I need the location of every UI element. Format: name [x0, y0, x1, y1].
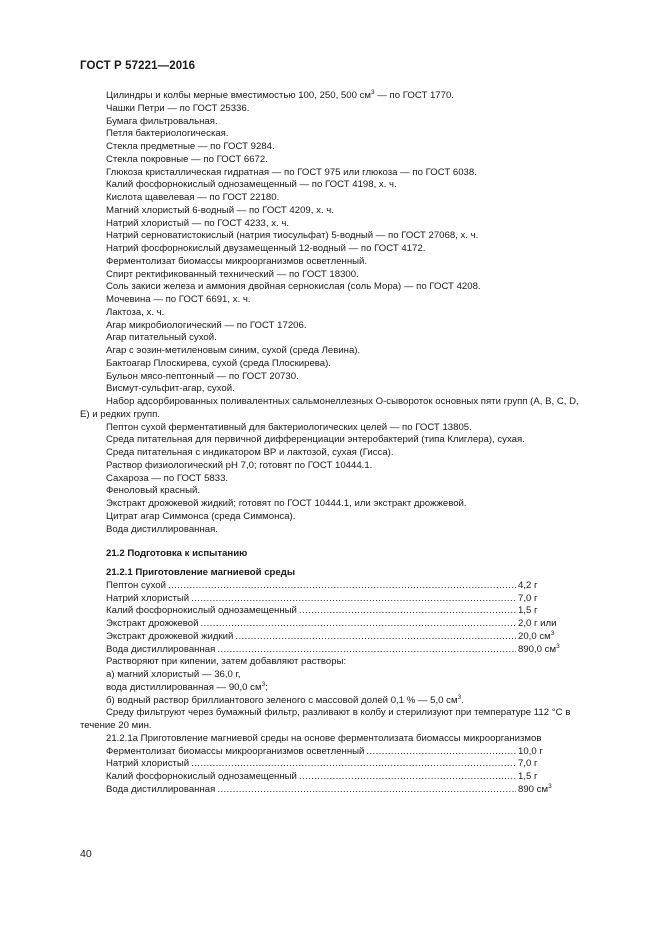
equipment-item: Бумага фильтровальная. [106, 115, 218, 127]
equipment-item: Стекла предметные — по ГОСТ 9284. [106, 141, 275, 152]
ingredient-row [80, 593, 580, 606]
document-header: ГОСТ Р 57221—2016 [80, 60, 196, 72]
equipment-item: Цилиндры и колбы мерные вместимостью 100, 250, 500 $см^3$ — по ГОСТ 1770. [106, 88, 454, 101]
equipment-item: Среда питательная с индикатором ВР и лактозой, сухая (Гисса). [106, 447, 394, 458]
ingredient-amount: 7,0 г [518, 592, 538, 604]
ingredient-amount: 4,2 г [518, 579, 538, 591]
ingredient-amount: 20,0 $см^3$ [518, 629, 555, 642]
ingredient-name: Калий фосфорнокислый однозамещенный [106, 605, 297, 617]
ingredient-name: Натрий хлористый [106, 758, 190, 770]
dot-leader [191, 593, 516, 606]
dot-leader [200, 618, 516, 631]
dot-leader [366, 746, 516, 759]
ingredient-row [80, 580, 580, 593]
dot-leader [235, 631, 516, 644]
equipment-item: Лактоза, х. ч. [106, 306, 165, 318]
equipment-item: Мочевина — по ГОСТ 6691, х. ч. [106, 294, 251, 305]
equipment-item: Среда питательная для первичной дифференциации энтеробактерий (типа Клиглера), сухая. [106, 434, 525, 446]
solution-b-line: б) водный раствор бриллиантового зеленого с массовой долей 0,1 % — 5,0 $см^3$. [106, 693, 464, 706]
ingredient-name: Вода дистиллированная [106, 783, 216, 795]
equipment-item: Чашки Петри — по ГОСТ 25336. [106, 102, 250, 114]
recipe-table-1 [80, 580, 580, 657]
ingredient-row [80, 644, 580, 657]
ingredient-name: Вода дистиллированная [106, 643, 216, 655]
dot-leader [168, 580, 516, 593]
ingredient-amount: 7,0 г [518, 758, 538, 770]
dot-leader [217, 644, 516, 657]
section-title: 21.2 Подготовка к испытанию [106, 548, 248, 560]
equipment-item: Петля бактериологическая. [106, 128, 229, 140]
ingredient-name: Ферментолизат биомассы микроорганизмов осветленный [106, 745, 365, 757]
ingredient-row [80, 618, 580, 631]
ingredient-row [80, 784, 580, 797]
equipment-item: Вода дистиллированная. [106, 523, 218, 535]
recipe-table-2 [80, 746, 580, 797]
ingredient-amount: 1,5 г [518, 605, 538, 617]
equipment-item: Соль закиси железа и аммония двойная сернокислая (соль Мора) — по ГОСТ 4208. [106, 281, 481, 293]
equipment-item: Пептон сухой ферментативный для бактериологических целей — по ГОСТ 13805. [106, 421, 472, 433]
dissolve-text: Растворяют при кипении, затем добавляют растворы: [106, 656, 347, 668]
subsection-title-2: 21.2.1а Приготовление магниевой среды на основе ферментолизата биомассы микроорганизмов [106, 732, 542, 744]
ingredient-amount: 10,0 г [518, 745, 543, 757]
equipment-item: Агар питательный сухой. [106, 332, 217, 344]
dot-leader [299, 771, 516, 784]
dot-leader [299, 605, 516, 618]
equipment-item: Бульон мясо-пептонный — по ГОСТ 20730. [106, 370, 299, 382]
ingredient-row [80, 605, 580, 618]
equipment-item: Раствор физиологический рН 7,0; готовят по ГОСТ 10444.1. [106, 459, 373, 471]
equipment-item: Кислота щавелевая — по ГОСТ 22180. [106, 192, 280, 203]
equipment-item: Натрий серноватистокислый (натрия тиосульфат) 5-водный — по ГОСТ 27068, х. ч. [106, 230, 479, 242]
ingredient-amount: 2,0 г или [518, 618, 557, 629]
page-body [80, 90, 580, 797]
solution-a-line-1: а) магний хлористый — 36,0 г, [106, 669, 241, 680]
equipment-item: Калий фосфорнокислый однозамещенный — по ГОСТ 4198, х. ч. [106, 179, 397, 191]
equipment-item: Набор адсорбированных поливалентных сальмонеллезных О-сывороток основных пяти групп (A, B, C, D, E) и редких групп. [80, 396, 579, 420]
ingredient-amount: 1,5 г [518, 771, 538, 782]
equipment-item: Ферментолизат биомассы микроорганизмов осветленный. [106, 255, 368, 267]
ingredient-name: Натрий хлористый [106, 592, 190, 604]
ingredient-name: Калий фосфорнокислый однозамещенный [106, 771, 297, 782]
ingredient-amount: 890,0 $см^3$ [518, 642, 560, 655]
equipment-item: Бактоагар Плоскирева, сухой (среда Плоскирева). [106, 357, 331, 369]
equipment-item: Натрий фосфорнокислый двузамещенный 12-водный — по ГОСТ 4172. [106, 243, 426, 254]
sterilize-paragraph: Среду фильтруют через бумажный фильтр, разливают в колбу и стерилизуют при температуре 112 °C в течение 20 мин. [80, 707, 571, 731]
ingredient-amount: 890 $см^3$ [518, 782, 552, 795]
equipment-item: Глюкоза кристаллическая гидратная — по ГОСТ 975 или глюкоза — по ГОСТ 6038. [106, 166, 477, 178]
equipment-item: Спирт ректификованный технический — по ГОСТ 18300. [106, 268, 359, 280]
equipment-item: Агар с эозин-метиленовым синим, сухой (среда Левина). [106, 345, 361, 356]
equipment-item: Феноловый красный. [106, 485, 200, 497]
ingredient-name: Пептон сухой [106, 579, 166, 591]
equipment-list [80, 90, 580, 536]
ingredient-row [80, 631, 580, 644]
equipment-item: Магний хлористый 6-водный — по ГОСТ 4209, х. ч. [106, 204, 334, 216]
solution-a-line-2: вода дистиллированная — 90,0 $см^3$; [106, 680, 268, 693]
ingredient-row [80, 771, 580, 784]
equipment-item: Агар микробиологический — по ГОСТ 17206. [106, 319, 307, 331]
ingredient-row [80, 758, 580, 771]
ingredient-name: Экстракт дрожжевой [106, 618, 199, 629]
equipment-item: Экстракт дрожжевой жидкий; готовят по ГОСТ 10444.1, или экстракт дрожжевой. [106, 498, 467, 509]
equipment-item: Цитрат агар Симмонса (среда Симмонса). [106, 510, 296, 522]
ingredient-name: Экстракт дрожжевой жидкий [106, 630, 234, 642]
equipment-item: Натрий хлористый — по ГОСТ 4233, х. ч. [106, 217, 289, 229]
equipment-item: Стекла покровные — по ГОСТ 6672. [106, 153, 268, 165]
dot-leader [217, 784, 516, 797]
equipment-item: Сахароза — по ГОСТ 5833. [106, 472, 229, 484]
ingredient-row [80, 746, 580, 759]
subsection-title-1: 21.2.1 Приготовление магниевой среды [106, 567, 296, 578]
page-number: 40 [80, 848, 92, 860]
equipment-item: Висмут-сульфит-агар, сухой. [106, 383, 235, 395]
dot-leader [191, 758, 516, 771]
